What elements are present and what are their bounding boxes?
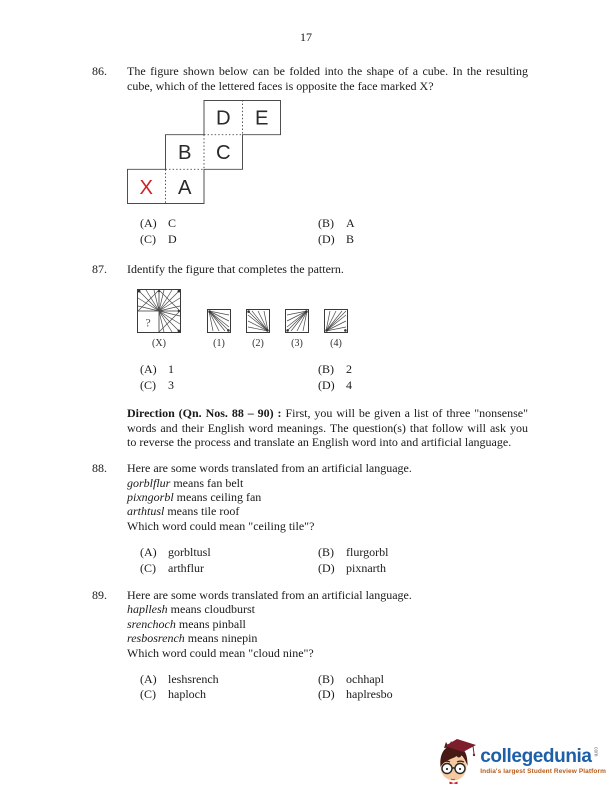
pattern-label-3: (3) — [291, 338, 303, 350]
clue-meaning: means ninepin — [187, 631, 258, 646]
question-89-intro: Here are some words translated from an artificial language. — [127, 588, 412, 603]
clue-line — [127, 617, 528, 631]
option-value: A — [346, 216, 355, 231]
option-label: (B) — [318, 362, 334, 377]
option-value: 3 — [168, 377, 174, 392]
pattern-label-2: (2) — [252, 338, 264, 350]
question-87 — [92, 262, 528, 392]
question-86-number: 86. — [92, 64, 107, 79]
option-d — [318, 687, 528, 701]
option-label: (B) — [318, 671, 334, 686]
net-cell-label-x: X — [139, 177, 153, 200]
pattern-figure — [137, 289, 528, 350]
option-d — [318, 232, 528, 246]
option-value: flurgorbl — [346, 545, 389, 560]
option-label: (B) — [318, 216, 334, 231]
clue-meaning: means tile roof — [167, 504, 240, 519]
pattern-grid-icon — [137, 289, 181, 333]
pattern-option-1-icon — [207, 309, 231, 333]
net-cell-label-a: A — [178, 177, 192, 200]
mascot-icon — [431, 738, 477, 784]
direction-text: First, you will be given a list of three "nonsense" words and their English word meanings. The question(s) that follow will ask you to reverse the process and translate an English word into and artificial language. — [127, 406, 528, 449]
option-label: (A) — [140, 671, 157, 686]
option-b — [318, 672, 528, 686]
collegedunia-logo — [431, 738, 606, 784]
option-value: haploch — [168, 687, 206, 702]
logo-brand: collegedunia — [480, 745, 592, 767]
option-label: (C) — [140, 687, 156, 702]
pattern-main-figure — [137, 289, 181, 350]
option-c — [140, 232, 318, 246]
option-b — [318, 545, 528, 559]
logo-text — [480, 747, 606, 776]
question-88 — [92, 461, 528, 575]
clue-word: arthtusl — [127, 504, 165, 519]
option-label: (A) — [140, 216, 157, 231]
direction-paragraph — [127, 406, 528, 449]
option-label: (D) — [318, 560, 335, 575]
option-label: (A) — [140, 545, 157, 560]
question-87-options — [140, 362, 528, 392]
option-value: 1 — [168, 362, 174, 377]
question-88-question: Which word could mean "ceiling tile"? — [127, 518, 315, 533]
pattern-question-mark: ? — [145, 315, 151, 330]
clue-line — [127, 504, 528, 518]
question-88-body — [127, 461, 528, 575]
clue-line — [127, 602, 528, 616]
question-88-options — [140, 545, 528, 575]
option-d — [318, 561, 528, 575]
option-value: ochhapl — [346, 671, 384, 686]
clue-meaning: means ceiling fan — [176, 490, 262, 505]
option-c — [140, 687, 318, 701]
option-a — [140, 672, 318, 686]
clue-word: gorblflur — [127, 475, 171, 490]
clue-word: pixngorbl — [127, 490, 174, 505]
option-label: (C) — [140, 560, 156, 575]
option-d — [318, 378, 528, 392]
pattern-option-2-icon — [246, 309, 270, 333]
pattern-option-4 — [324, 309, 348, 350]
option-value: B — [346, 231, 355, 246]
clue-line — [127, 476, 528, 490]
clue-meaning: means cloudburst — [170, 602, 255, 617]
question-89-options — [140, 672, 528, 702]
option-value: gorbltusl — [168, 545, 211, 560]
option-value: C — [168, 216, 177, 231]
pattern-label-x: (X) — [152, 338, 166, 350]
option-value: arthflur — [168, 560, 204, 575]
option-b — [318, 216, 528, 230]
option-label: (B) — [318, 545, 334, 560]
option-label: (D) — [318, 687, 335, 702]
net-cell-label-d: D — [215, 107, 231, 130]
clue-word: resbosrench — [127, 631, 185, 646]
question-87-text: Identify the figure that completes the pattern. — [127, 261, 344, 276]
option-value: pixnarth — [346, 560, 386, 575]
question-89-question: Which word could mean "cloud nine"? — [127, 645, 314, 660]
option-value: D — [168, 231, 177, 246]
clue-line — [127, 631, 528, 645]
question-89-number: 89. — [92, 588, 107, 603]
logo-tagline: India's largest Student Review Platform — [480, 767, 606, 775]
clue-word: srenchoch — [127, 616, 176, 631]
mascot-bowtie — [450, 782, 458, 785]
question-88-intro: Here are some words translated from an artificial language. — [127, 461, 412, 476]
net-cell-label-e: E — [255, 107, 269, 130]
option-label: (D) — [318, 231, 335, 246]
question-88-number: 88. — [92, 461, 107, 476]
pattern-option-3 — [285, 309, 309, 350]
logo-brand-row — [480, 747, 606, 766]
question-86-body — [127, 64, 528, 246]
option-label: (A) — [140, 362, 157, 377]
logo-brand-suffix: com — [592, 746, 599, 757]
question-89 — [92, 588, 528, 702]
net-cell-label-c: C — [215, 142, 231, 165]
option-value: 2 — [346, 362, 352, 377]
pattern-option-1 — [207, 309, 231, 350]
question-86-text: The figure shown below can be folded into the shape of a cube. In the resulting cube, which of the lettered faces is opposite the face marked X? — [127, 64, 528, 93]
page-content — [92, 64, 528, 701]
pattern-option-4-icon — [324, 309, 348, 333]
question-86 — [92, 64, 528, 246]
cube-net-figure — [127, 100, 281, 204]
option-label: (C) — [140, 231, 156, 246]
page-number: 17 — [300, 30, 312, 44]
option-a — [140, 545, 318, 559]
question-86-options — [140, 216, 528, 246]
option-b — [318, 362, 528, 376]
question-89-body — [127, 588, 528, 702]
option-value: 4 — [346, 377, 352, 392]
clue-meaning: means fan belt — [173, 475, 244, 490]
option-label: (D) — [318, 377, 335, 392]
pattern-label-4: (4) — [330, 338, 342, 350]
option-c — [140, 378, 318, 392]
clue-meaning: means pinball — [178, 616, 246, 631]
question-87-number: 87. — [92, 261, 107, 276]
pattern-option-3-icon — [285, 309, 309, 333]
option-a — [140, 216, 318, 230]
question-87-body — [127, 262, 528, 392]
option-a — [140, 362, 318, 376]
direction-lead: Direction (Qn. Nos. 88 – 90) : — [127, 406, 282, 421]
option-c — [140, 561, 318, 575]
option-label: (C) — [140, 377, 156, 392]
pattern-label-1: (1) — [213, 338, 225, 350]
option-value: leshsrench — [168, 671, 219, 686]
clue-word: hapllesh — [127, 602, 168, 617]
clue-line — [127, 490, 528, 504]
net-cell-label-b: B — [178, 142, 192, 165]
option-value: haplresbo — [346, 687, 393, 702]
pattern-option-2 — [246, 309, 270, 350]
